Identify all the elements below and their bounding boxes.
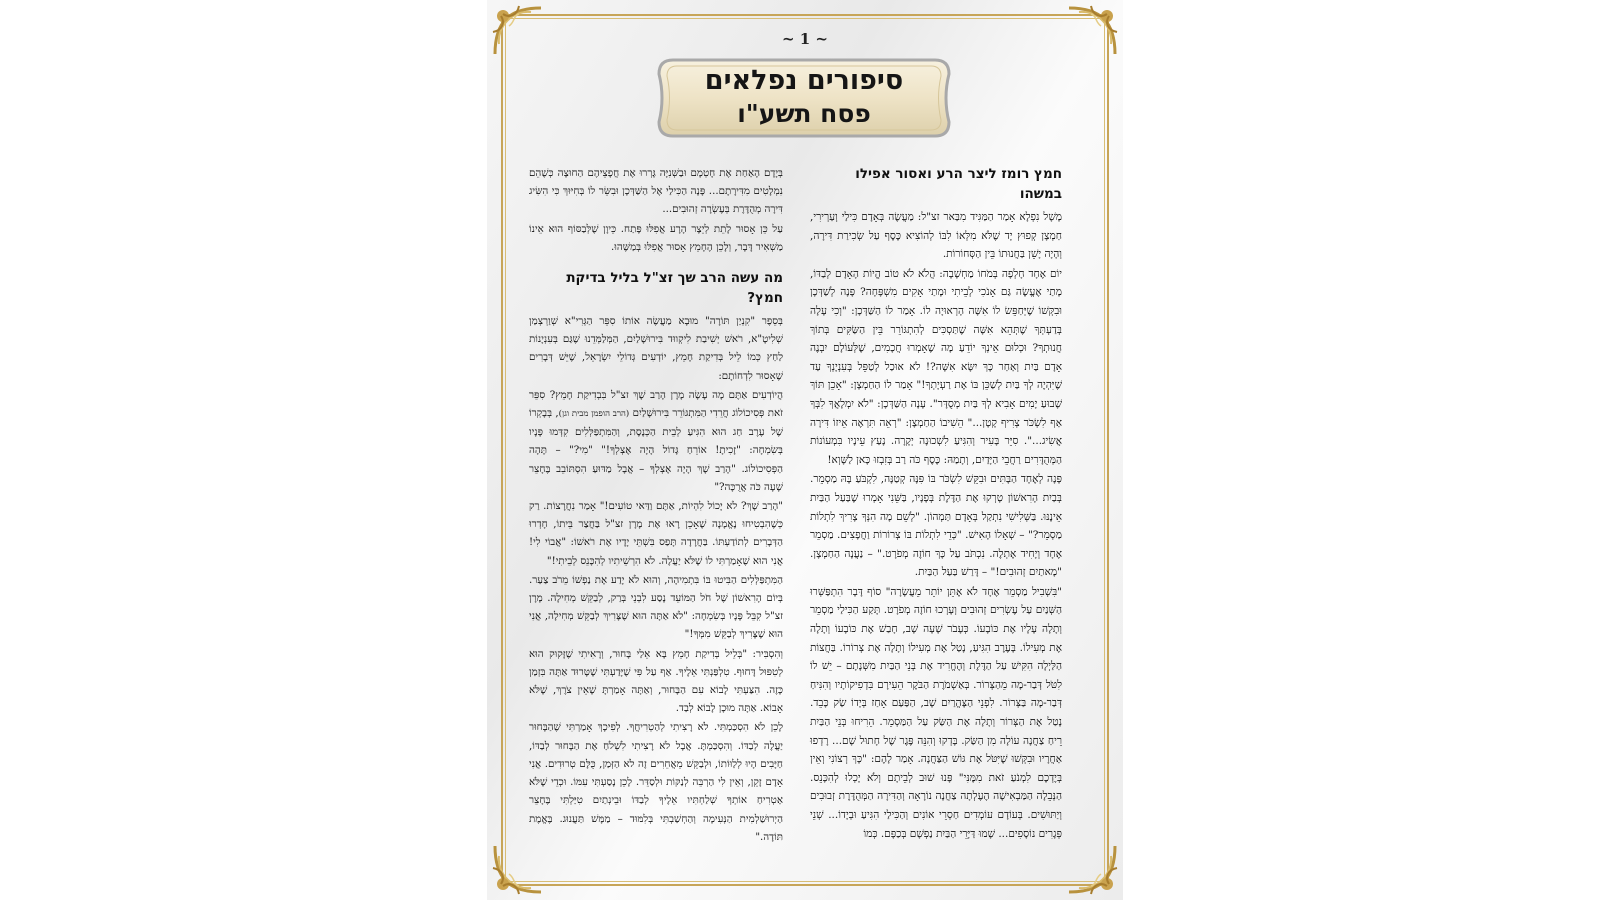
paragraph [529,386,783,496]
right-column-heading: חמץ רומז ליצר הרע ואסור אפילו במשהו [855,166,1062,202]
paragraph: פָּנָה לְאֶחָד הַבָּתִּים וּבִקֵּשׁ לִשְׂכֹּר בּוֹ פִּנָּה קְטַנָּה, לִקְבֹּעַ בָּהּ מַסְמֵר. בְּבַיִת הָרִאשׁוֹן טָרְקוּ אֶת הַדֶּלֶת בְּפָנָיו, בַּשֵּׁנִי אָמְרוּ שֶׁבַּעַל הַבַּיִת אֵינֶנּוּ. בַּשְּׁלִישִׁי נִתְקַל בְּאָדָם תַּמְהוֹן. "לְשֵׁם מָה הִנְּךָ צָרִיךְ לִתְלוֹת מַסְמֵר?" – שְׁאָלוֹ הָאִישׁ. "כְּדֵי לִתְלוֹת בּוֹ צְרוֹרוֹת וַחֲפָצִים. מַסְמֵר אֶחָד וְיָחִיד אֶתְלֶה. נִכְתֹּב עַל כָּךְ חוֹזֶה מְפֹרָט." – נַעֲנָה הַחַמְצָן. "מָאתַיִם זְהוּבִים!" – דָּרַשׁ בַּעַל הַבַּיִת. [810,473,1062,579]
right-column [810,164,1062,844]
paragraph: עַל כֵּן אָסוּר לָתֵת לְיֵצֶר הָרָע אֲפִלּוּ פֶּתַח. כֵּיוָן שֶׁלְּבַסּוֹף הוּא אֵינוֹ מַשְׁאִיר דָּבָר, וְלָכֵן הֶחָמֵץ אָסוּר אֲפִלּוּ בְּמַשֶּׁהוּ. [529,222,783,253]
paragraph: מָשָׁל נִפְלָא אָמַר הַמַּגִּיד מִבַּאר זצ"ל: מַעֲשֶׂה בְּאָדָם כִּילַי וְעַרְירִי, חַמְצָן קְפוּץ יָד שֶׁלֹּא מִלְּאוֹ לִבּוֹ לְהוֹצִיא כֶּסֶף עַל שְׂכִירַת דִּירָה, וְהָיָה יָשֵׁן בַּחֲנוּתוֹ בֵּין הַסְּחוֹרוֹת. [810,211,1062,261]
title-line-2: פסח תשע"ו [737,99,871,128]
source-note: (הרב הופמן מבית וגן) [558,409,630,420]
paragraph: יוֹם אֶחָד חָלְפָה בְּמֹחוֹ מַחְשָׁבָה: הֲלֹא לֹא טוֹב הֱיוֹת הָאָדָם לְבַדּוֹ, מָתַי אֶעֱשֶׂה גַּם אָנֹכִי לְבֵיתִי וּמָתַי אָקִים מִשְׁפָּחָה? פָּנָה לְשַׁדְּכָן וּבִקְּשׁוֹ שֶׁיְּחַפֵּשׂ לוֹ אִשָּׁה הָרְאוּיָה לוֹ. אָמַר לוֹ הַשַּׁדְּכָן: "וְכִי עָלָה בְּדַעְתְּךָ שֶׁתְּהֵא אִשָּׁה שֶׁתַּסְכִּים לְהִתְגּוֹרֵר בֵּין הַשַּׂקִּים בְּתוֹךְ חֲנוּתְךָ? וּכְלוּם אֵינְךָ יוֹדֵעַ מָה שֶׁאָמְרוּ חֲכָמִים, שֶׁלְּעוֹלָם יִבְנֶה אָדָם בַּיִת וְאַחַר כָּךְ יִשָּׂא אִשָּׁה?! לֹא אוּכַל לְטַפֵּל בְּעִנְיָנְךָ עַד שֶׁיִּהְיֶה לְךָ בַּיִת לְשַׁכֵּן בּוֹ אֶת רַעְיָתְךָ!" אָמַר לוֹ הַחַמְצָן: "אָכֵן תּוֹךְ שָׁבוּעַ יָמִים אָבִיא לְךָ בַּיִת מְסֻדָּר". עָנָה הַשַּׁדְּכָן: "לֹא יִמְלָאֲךָ לִבְּךָ אַף לִשְׂכֹּר צְרִיף קָטָן..." הֵשִׁיבוֹ הַחַמְצָן: "רְאֵה תִּרְאֶה אֵיזוֹ דִּירָה אֲשִׂיג...". סִיֵּר בָּעִיר וְהִגִּיעַ לִשְׁכוּנָה יְקָרָה. נָעַץ עֵינָיו בִּמְעוֹנוֹת הַמְּהֻדָּרִים רַחֲבֵי הַיָּדַיִם, וְתָמַהּ: כֶּסֶף כֹּה רַב בְּזִבְזוּ כָּאן לַשָּׁוְא! [810,267,1062,466]
left-column [529,164,783,847]
corner-ornament-icon [489,840,547,898]
title-line-1: סיפורים נפלאים [704,65,904,96]
title-plaque [653,54,955,142]
paragraph: "הָרַב שָׁךְ? לֹא יָכוֹל לִהְיוֹת, אַתֶּם וַדַּאי טוֹעִים!" אָמַר נִחֲרָצוֹת. רַק כְּשֶׁהִבְטִיחוּ נֶאֱמָנָה שֶׁאָכֵן רָאוּ אֶת מָרָן זצ"ל בַּחֲצַר בֵּיתוֹ, חָדְרוּ הַדְּבָרִים לְתוֹדַעְתּוֹ. בַּחֲרָדָה תָּפַס בִּשְׁתֵּי יָדָיו אֶת רֹאשׁוֹ: "אֲבוֹי לִי! אֲנִי הוּא שֶׁאָמַרְתִּי לוֹ שֶׁלֹּא יַעֲלֶה. לֹא הִרְשֵׁיתִיו לְהִכָּנֵס לְבֵיתִי!" [529,500,783,567]
paragraph: בְּיָדָם הָאַחַת אֶת חָטְמָם וּבַשְּׁנִיָּה גָּרְרוּ אֶת חֲפָצֵיהֶם הַחוּצָה כְּשֶׁהֵם נִמְלָטִים מִדִּירָתָם... פָּנָה הַכִּילַי אֶל הַשַּׁדְּכָן וּבִשֵּׂר לוֹ בְּחִיּוּךְ כִּי הִשִּׂיג דִּירָה מְהֻדֶּרֶת בְּעֶשְׂרָה זְהוּבִים... [529,167,783,216]
paragraph: וְהִסְבִּיר: "בְּלֵיל בְּדִיקַת חָמֵץ בָּא אֵלַי בָּחוּר, וְרָאִיתִי שֶׁזָּקוּק הוּא לְטִפּוּל דָּחוּף. טִלְפַּנְתִּי אֵלֶיךָ. אַף עַל פִּי שֶׁיָּדַעְתִּי שֶׁטָּרוּד אַתָּה בִּזְמַן כָּזֶה. הִצַּעְתִּי לָבוֹא עִם הַבָּחוּר, וְאַתָּה אָמַרְתָּ שֶׁאֵין צֹרֶךְ, שֶׁלֹּא אָבוֹא. אַתָּה מוּכָן לָבוֹא לְבַד. [529,647,783,715]
document-page [487,0,1123,900]
paragraph-text: , בְּבָקְרוֹ שֶׁל עֶרֶב חַג הוּא הִגִּיעַ לְבֵית הַכְּנֶסֶת, וְהַמִּתְפַּלְּלִים קִדְּמוּ פָּנָיו בְּשִׂמְחָה: "זָכִיתָ! אוֹרֵחַ גָּדוֹל הָיָה אֶצְלְךָ!" "מִי?" – תָּהָה הַפְּסִיכוֹלוֹג. "הָרַב שָׁךְ הָיָה אֶצְלְךָ – אֲבָל מַדּוּעַ הִסְתּוֹבֵב בֶּחָצֵר שָׁעָה כֹּה אֲרֻכָּה?" [529,407,783,493]
paragraph: "בִּשְׁבִיל מַסְמֵר אֶחָד לֹא אֶתֵּן יוֹתֵר מֵעֲשָׂרָה" סוֹף דָּבָר הִתְפַּשְּׁרוּ הַשְּׁנַיִם עַל עֶשְׂרִים זְהוּבִים וְעָרְכוּ חוֹזֶה מְפֹרָט. תָּקַע הַכִּילַי מַסְמֵר וְתָלָה עָלָיו אֶת כּוֹבָעוֹ. כְּעָבֹר שָׁעָה שָׁב, חָבַשׁ אֶת כּוֹבָעוֹ וְתָלָה אֶת מְעִילוֹ. בָּעֶרֶב הִגִּיעַ, נָטַל אֶת מְעִילוֹ וְתָלָה אֶת צְרוֹרוֹ. בַּחֲצוֹת הַלַּיְלָה הִקִּישׁ עַל הַדֶּלֶת וְהֶחֱרִיד אֶת בְּנֵי הַבַּיִת מִשְּׁנָתָם – יֵשׁ לוֹ לִטֹּל דְּבַר-מָה מֵהַצְּרוֹר. בְּאַשְׁמֹרֶת הַבֹּקֶר הֵעִירָם בִּדְפִיקוֹתָיו וְהִנִּיחַ דְּבַר-מָה בַּצְּרוֹר. לִפְנֵי הַצָּהֳרַיִם שָׁב, הַפַּעַם אָחַז בְּיָדוֹ שַׂק כָּבֵד. נָטַל אֶת הַצְּרוֹר וְתָלָה אֶת הַשַּׂק עַל הַמַּסְמֵר. הֵרִיחוּ בְּנֵי הַבַּיִת רֵיחַ צַחֲנָה עוֹלָה מִן הַשַּׂק. בָּדְקוּ וְהִנֵּה פֶּגֶר שֶׁל חָתוּל שָׁם... רָדְפוּ אַחֲרָיו וּבִקְּשׁוּ שֶׁיִּטֹּל אֶת גּוֹשׁ הַצַּחֲנָה. אָמַר לָהֶם: "כָּךְ רְצוֹנִי וְאֵין בְּיֶדְכֶם לִמְנֹעַ זֹאת מִמֶּנִּי" פָּנוּ שׁוּב לְבֵיתָם וְלֹא יָכְלוּ לְהִכָּנֵס. הַנְּבֵלָה הַמַּבְאִישָׁה הֶעֶלְתָה צַחֲנָה נוֹרָאָה וְהַדִּירָה הַמְּהֻדֶּרֶת זְבוּבִים וְיַתּוּשִׁים. בְּעוֹדָם עוֹמְדִים חַסְרֵי אוֹנִים וְהַכִּילַי הִגִּיעַ וּבְיָדוֹ... שְׁנֵי פְּגָרִים נוֹסָפִים... שָׁמוּ דַּיָּרֵי הַבַּיִת נַפְשָׁם בְּכַפָּם. כְּמוֹ [810,585,1062,840]
page-number: ~ 1 ~ [781,30,829,48]
paragraph-text: הֲיוֹדְעִים אַתֶּם מָה עָשָׂה מָרָן הָרַב שָׁךְ זצ"ל בִּבְדִיקַת חָמֵץ? סִפֵּר זֹאת פְּסִיכוֹלוֹג חֲרֵדִי הַמִּתְגּוֹרֵר בִּירוּשָׁלַיִם [529,388,783,420]
corner-ornament-icon [1063,840,1121,898]
left-column-heading: מה עשה הרב שך זצ"ל בליל בדיקת חמץ? [566,270,783,307]
paragraph: הַמִּתְפַּלְּלִים הַבִּיטוּ בּוֹ בִּתְמִיהָה, וְהוּא לֹא יָדַע אֶת נַפְשׁוֹ מֵרֹב צַעַר. בְּיוֹם הָרִאשׁוֹן שֶׁל חֹל הַמּוֹעֵד נָסַע לִבְנֵי בְּרַק, לְבַקֵּשׁ מְחִילָה. מָרָן זצ"ל קִבֵּל פָּנָיו בְּשִׂמְחָה: "לֹא אַתָּה הוּא שֶׁצָּרִיךְ לְבַקֵּשׁ מְחִילָה, אֲנִי הוּא שֶׁצָּרִיךְ לְבַקֵּשׁ מִמְּךָ!" [529,573,783,641]
paragraph: לָכֵן לֹא הִסְכַּמְתִּי. לֹא רָצִיתִי לְהַטְרִיחֲךָ. לְפִיכָךְ אָמַרְתִּי שֶׁהַבָּחוּר יַעֲלֶה לְבַדּוֹ. וְהִסְכַּמְתָּ. אֲבָל לֹא רָצִיתִי לִשְׁלֹחַ אֶת הַבָּחוּר לְבַדּוֹ, חַיָּבִים הָיוּ לְלַוּוֹתוֹ, וּלְבַקֵּשׁ מֵאֲחֵרִים זֶה לֹא הַזְּמַן, כֻּלָּם טְרוּדִים. אֲנִי אָדָם זָקֵן, וְאֵין לִי הַרְבֵּה לְנַקּוֹת וּלְסַדֵּר. לָכֵן נָסַעְתִּי עִמּוֹ. וּכְדֵי שֶׁלֹּא אַטְרִיחַ אוֹתְךָ שְׁלַחְתִּיו אֵלֶיךָ לְבַדּוֹ וּבֵינְתַיִם טִיַּלְתִּי בֶּחָצֵר הַיְרוּשַׁלְמִית הַנְּעִימָה וְהַחְשַׁבְתִּי בְּלִמּוּד – מַמָּשׁ תַּעֲנוּג. בֶּאֱמֶת תּוֹדָה." [529,721,783,843]
page-title [653,64,955,130]
paragraph: בְּסֵפֶר "קִנְיַן תּוֹרָה" מוּבָא מַעֲשֶׂה אוֹתוֹ סִפֵּר הַגְּרִי"א שְׁוַרְצְמַן שְׁלִיטָ"א, רֹאשׁ יְשִׁיבַת לִיקְווּד בִּירוּשָׁלַיִם, הַמְּלַמְּדֵנוּ שֶׁגַּם בְּעִנְיָנוֹת לַחַץ כְּמוֹ לֵיל בְּדִיקַת חָמֵץ, יוֹדְעִים גְּדוֹלֵי יִשְׂרָאֵל, שֶׁיֵּשׁ דְּבָרִים שֶׁאָסוּר לִדְחוֹתָם: [529,315,783,382]
